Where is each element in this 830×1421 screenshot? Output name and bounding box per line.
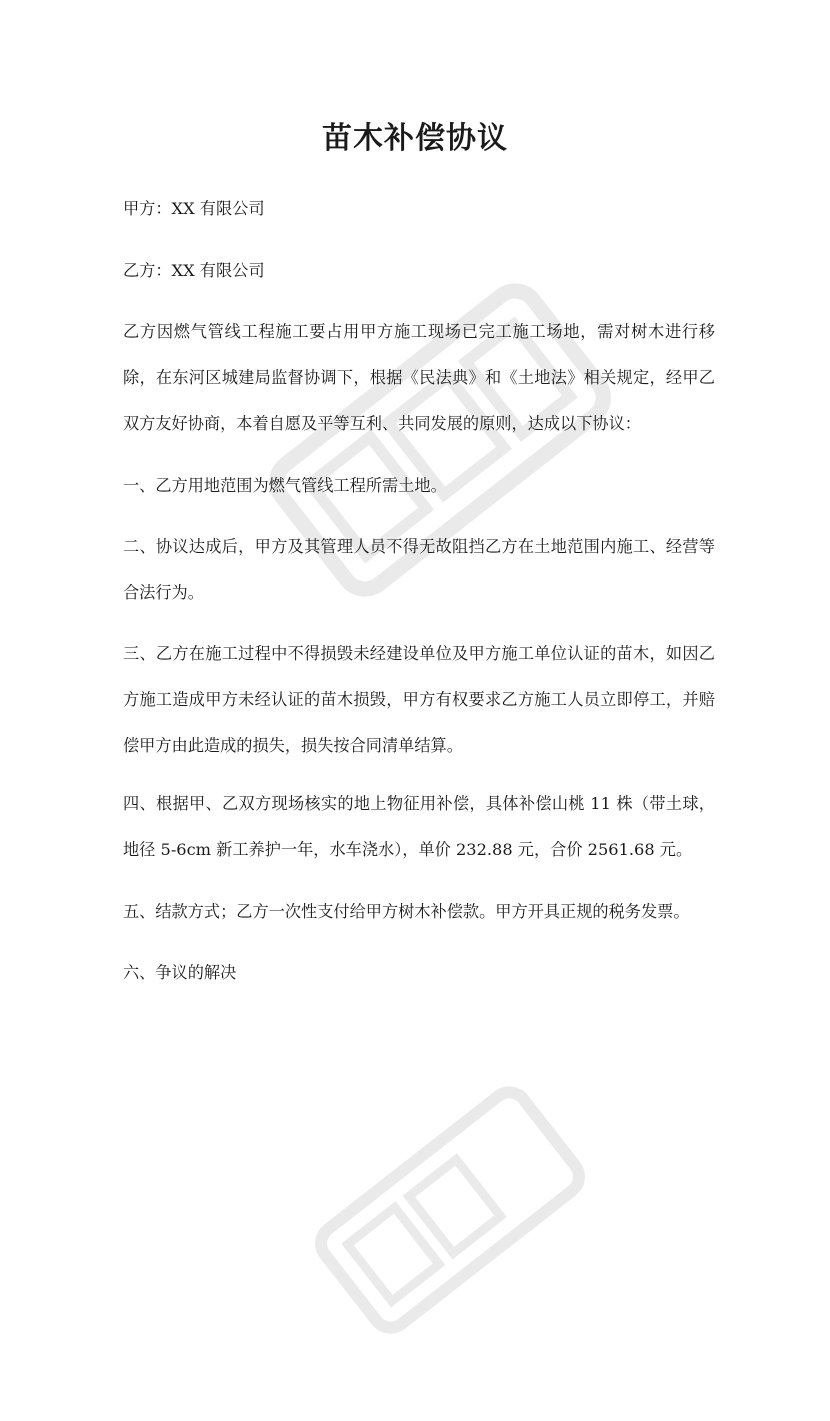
party-a: 甲方：XX 有限公司 (123, 199, 265, 218)
watermark-stamp-icon (239, 999, 660, 1420)
party-b: 乙方：XX 有限公司 (123, 261, 265, 280)
clause-2: 二、协议达成后，甲方及其管理人员不得无故阻挡乙方在土地范围内施工、经营等合法行为。 (123, 537, 715, 602)
clause-1: 一、乙方用地范围为燃气管线工程所需土地。 (123, 476, 447, 495)
clause-5: 五、结款方式；乙方一次性支付给甲方树木补偿款。甲方开具正规的税务发票。 (123, 902, 690, 921)
clause-3: 三、乙方在施工过程中不得损毁未经建设单位及甲方施工单位认证的苗木，如因乙方施工造成甲方未经认证的苗木损毁，甲方有权要求乙方施工人员立即停工，并赔偿甲方由此造成的损失，损失按合同清单结算。 (123, 644, 715, 755)
clause-4: 四、根据甲、乙双方现场核实的地上物征用补偿，具体补偿山桃 11 株（带土球，地径 5-6cm 新工养护一年，水车浇水），单价 232.88 元，合价 2561.68 元。 (123, 794, 715, 859)
document-title: 苗木补偿协议 (322, 121, 508, 156)
intro-paragraph: 乙方因燃气管线工程施工要占用甲方施工现场已完工施工场地，需对树木进行移除，在东河区城建局监督协调下，根据《民法典》和《土地法》相关规定，经甲乙双方友好协商，本着自愿及平等互利、共同发展的原则，达成以下协议： (123, 322, 715, 433)
clause-6: 六、争议的解决 (123, 963, 237, 982)
